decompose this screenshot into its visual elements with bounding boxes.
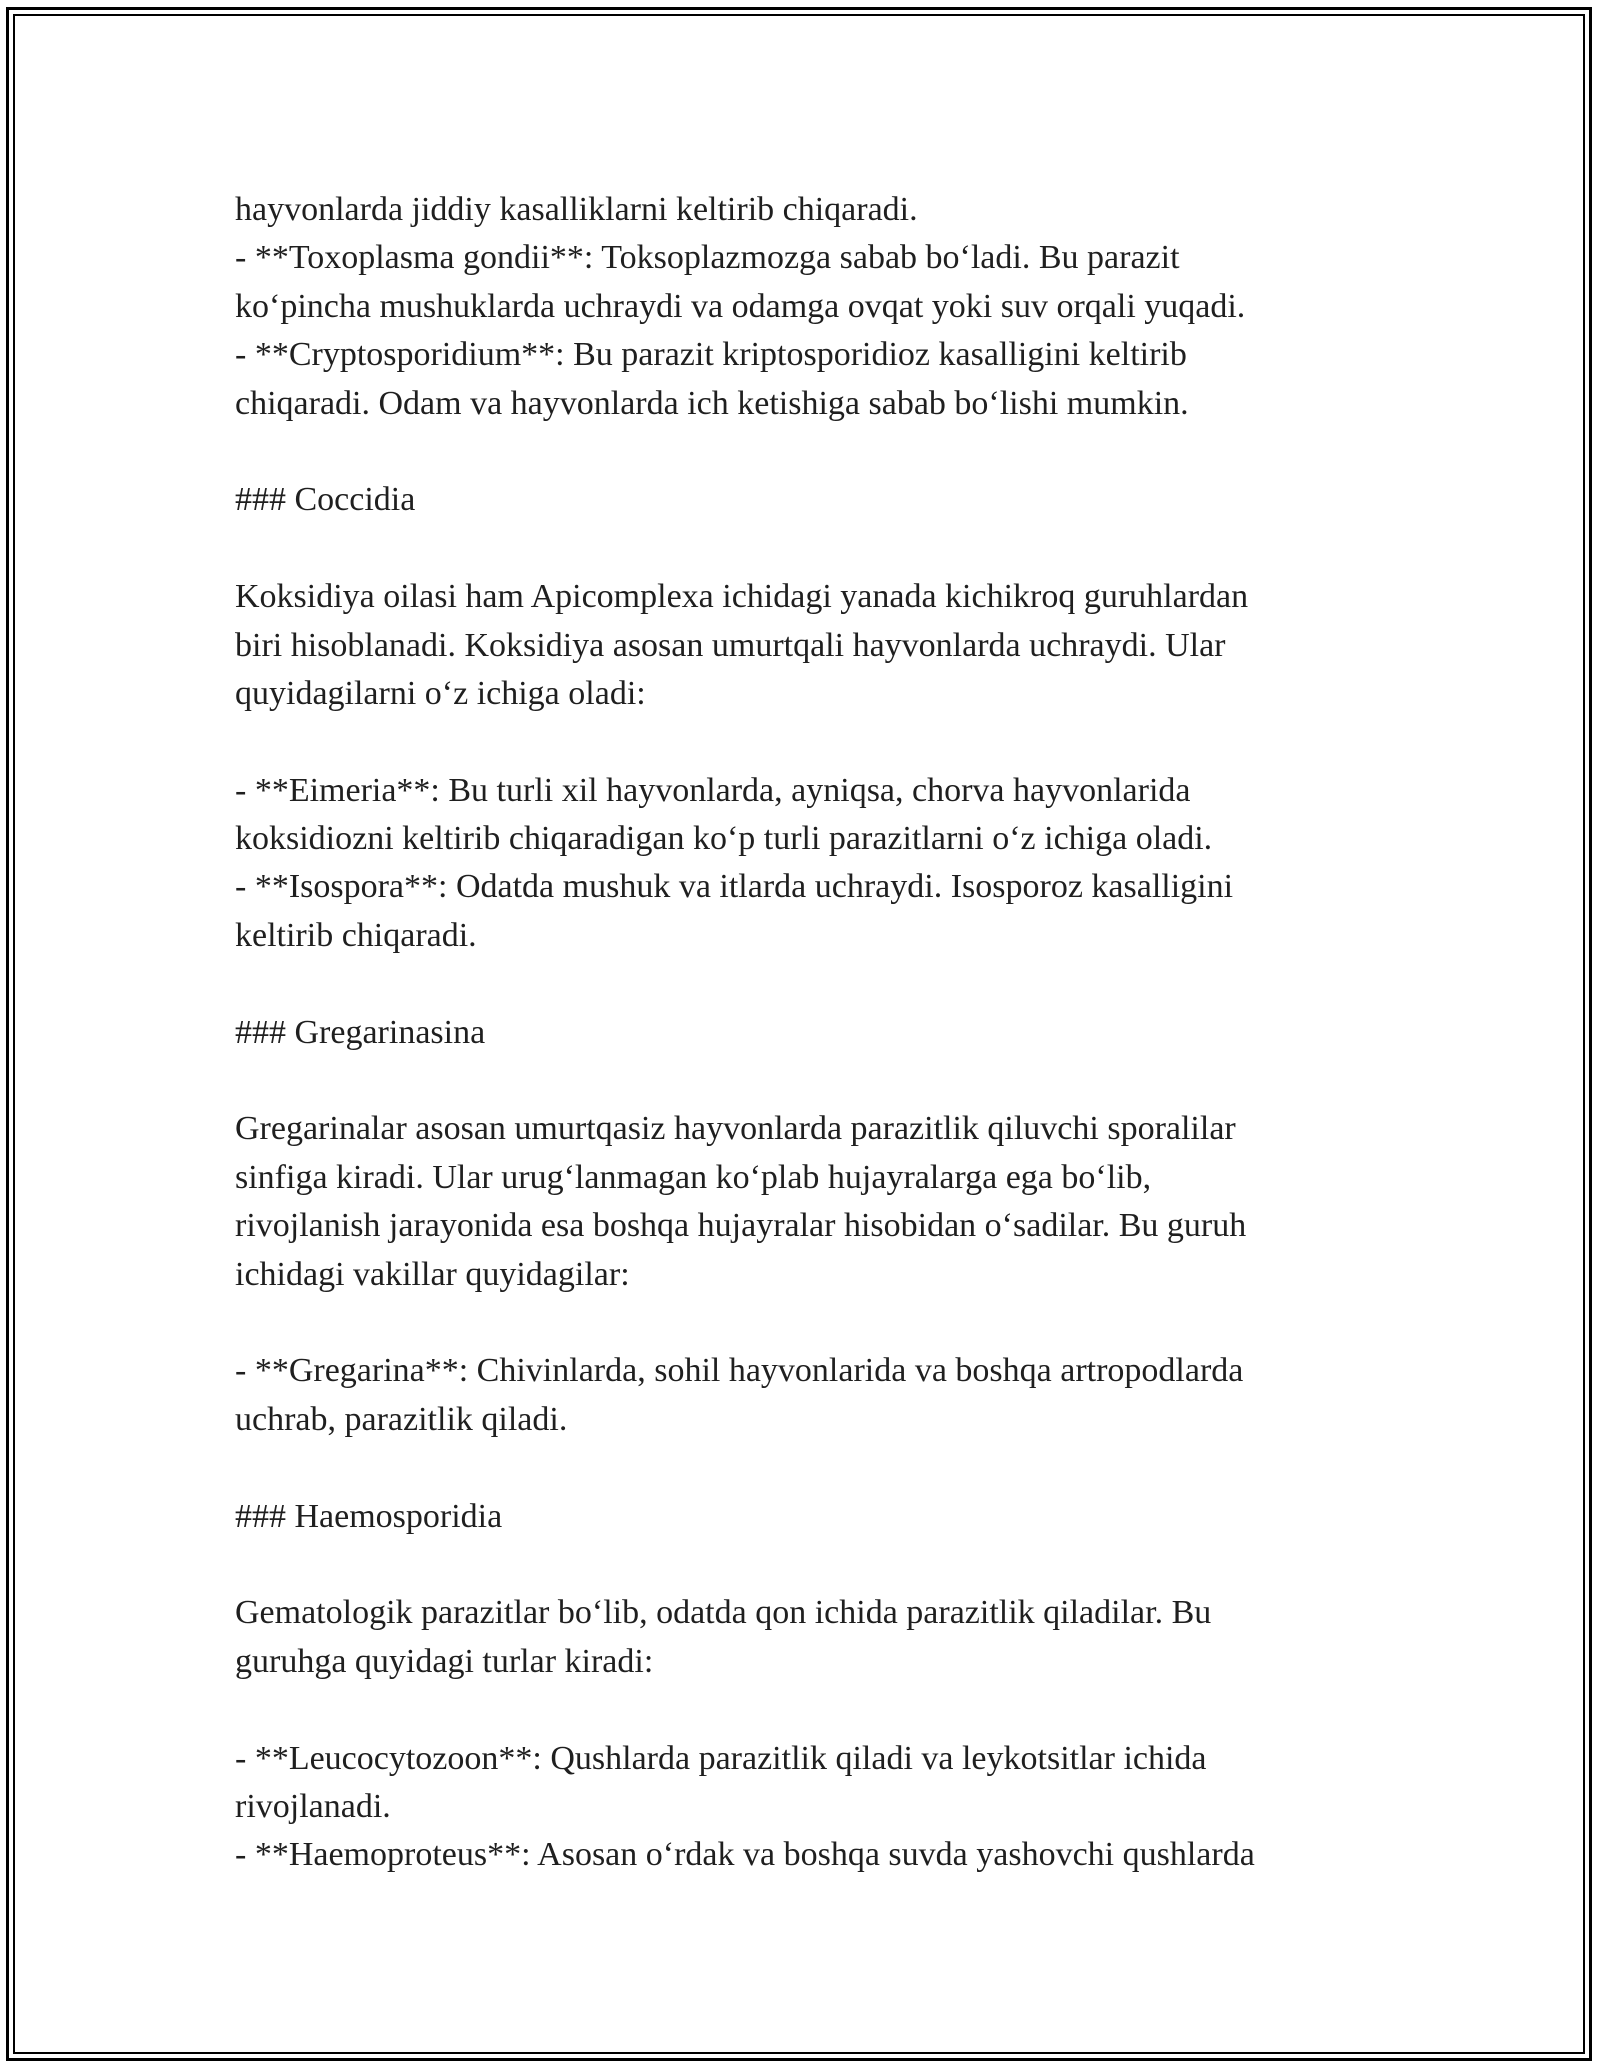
blank-line xyxy=(235,1444,1370,1492)
heading-gregarinasina: ### Gregarinasina xyxy=(235,1013,486,1051)
paragraph-line: sinfiga kiradi. Ular urug‘lanmagan ko‘plab hujayralarga ega bo‘lib, xyxy=(235,1158,1152,1196)
text-line: hayvonlarda jiddiy kasalliklarni keltirib chiqaradi. xyxy=(235,191,918,228)
heading-coccidia: ### Coccidia xyxy=(235,481,416,519)
text-line: ko‘pincha mushuklarda uchraydi va odamga ovqat yoki suv orqali yuqadi. xyxy=(235,287,1246,325)
blank-line xyxy=(235,1299,1370,1347)
list-item-toxoplasma: - **Toxoplasma gondii**: Toksoplazmozga sabab bo‘ladi. Bu parazit xyxy=(235,239,1180,277)
list-item-eimeria: - **Eimeria**: Bu turli xil hayvonlarda, ayniqsa, chorva hayvonlarida xyxy=(235,771,1191,809)
text-line: uchrab, parazitlik qiladi. xyxy=(235,1400,568,1438)
text-line: chiqaradi. Odam va hayvonlarda ich ketishiga sabab bo‘lishi mumkin. xyxy=(235,384,1189,422)
blank-line xyxy=(235,960,1370,1008)
list-item-cryptosporidium: - **Cryptosporidium**: Bu parazit kriptosporidioz kasalligini keltirib xyxy=(235,336,1187,374)
blank-line xyxy=(235,428,1370,476)
heading-haemosporidia: ### Haemosporidia xyxy=(235,1497,503,1535)
blank-line xyxy=(235,718,1370,766)
paragraph-line: Gregarinalar asosan umurtqasiz hayvonlarda parazitlik qiluvchi sporalilar xyxy=(235,1110,1236,1148)
list-item-gregarina: - **Gregarina**: Chivinlarda, sohil hayvonlarida va boshqa artropodlarda xyxy=(235,1352,1244,1390)
paragraph-line: biri hisoblanadi. Koksidiya asosan umurtqali hayvonlarda uchraydi. Ular xyxy=(235,626,1226,664)
blank-line xyxy=(235,525,1370,573)
paragraph-line: Koksidiya oilasi ham Apicomplexa ichidagi yanada kichikroq guruhlardan xyxy=(235,578,1249,616)
blank-line xyxy=(235,1541,1370,1589)
paragraph-line: rivojlanish jarayonida esa boshqa hujayralar hisobidan o‘sadilar. Bu guruh xyxy=(235,1207,1247,1245)
text-line: keltirib chiqaradi. xyxy=(235,916,477,954)
text-line: rivojlanadi. xyxy=(235,1787,391,1825)
list-item-leucocytozoon: - **Leucocytozoon**: Qushlarda parazitlik qiladi va leykotsitlar ichida xyxy=(235,1739,1207,1777)
list-item-haemoproteus: - **Haemoproteus**: Asosan o‘rdak va boshqa suvda yashovchi qushlarda xyxy=(235,1836,1255,1874)
blank-line xyxy=(235,1686,1370,1734)
text-line: koksidiozni keltirib chiqaradigan ko‘p turli parazitlarni o‘z ichiga oladi. xyxy=(235,820,1213,858)
paragraph-line: Gematologik parazitlar bo‘lib, odatda qon ichida parazitlik qiladilar. Bu xyxy=(235,1594,1212,1632)
paragraph-line: quyidagilarni o‘z ichiga oladi: xyxy=(235,674,646,712)
paragraph-line: guruhga quyidagi turlar kiradi: xyxy=(235,1642,654,1680)
paragraph-line: ichidagi vakillar quyidagilar: xyxy=(235,1255,630,1293)
list-item-isospora: - **Isospora**: Odatda mushuk va itlarda uchraydi. Isosporoz kasalligini xyxy=(235,868,1234,906)
blank-line xyxy=(235,1057,1370,1105)
document-body xyxy=(235,186,1370,1880)
